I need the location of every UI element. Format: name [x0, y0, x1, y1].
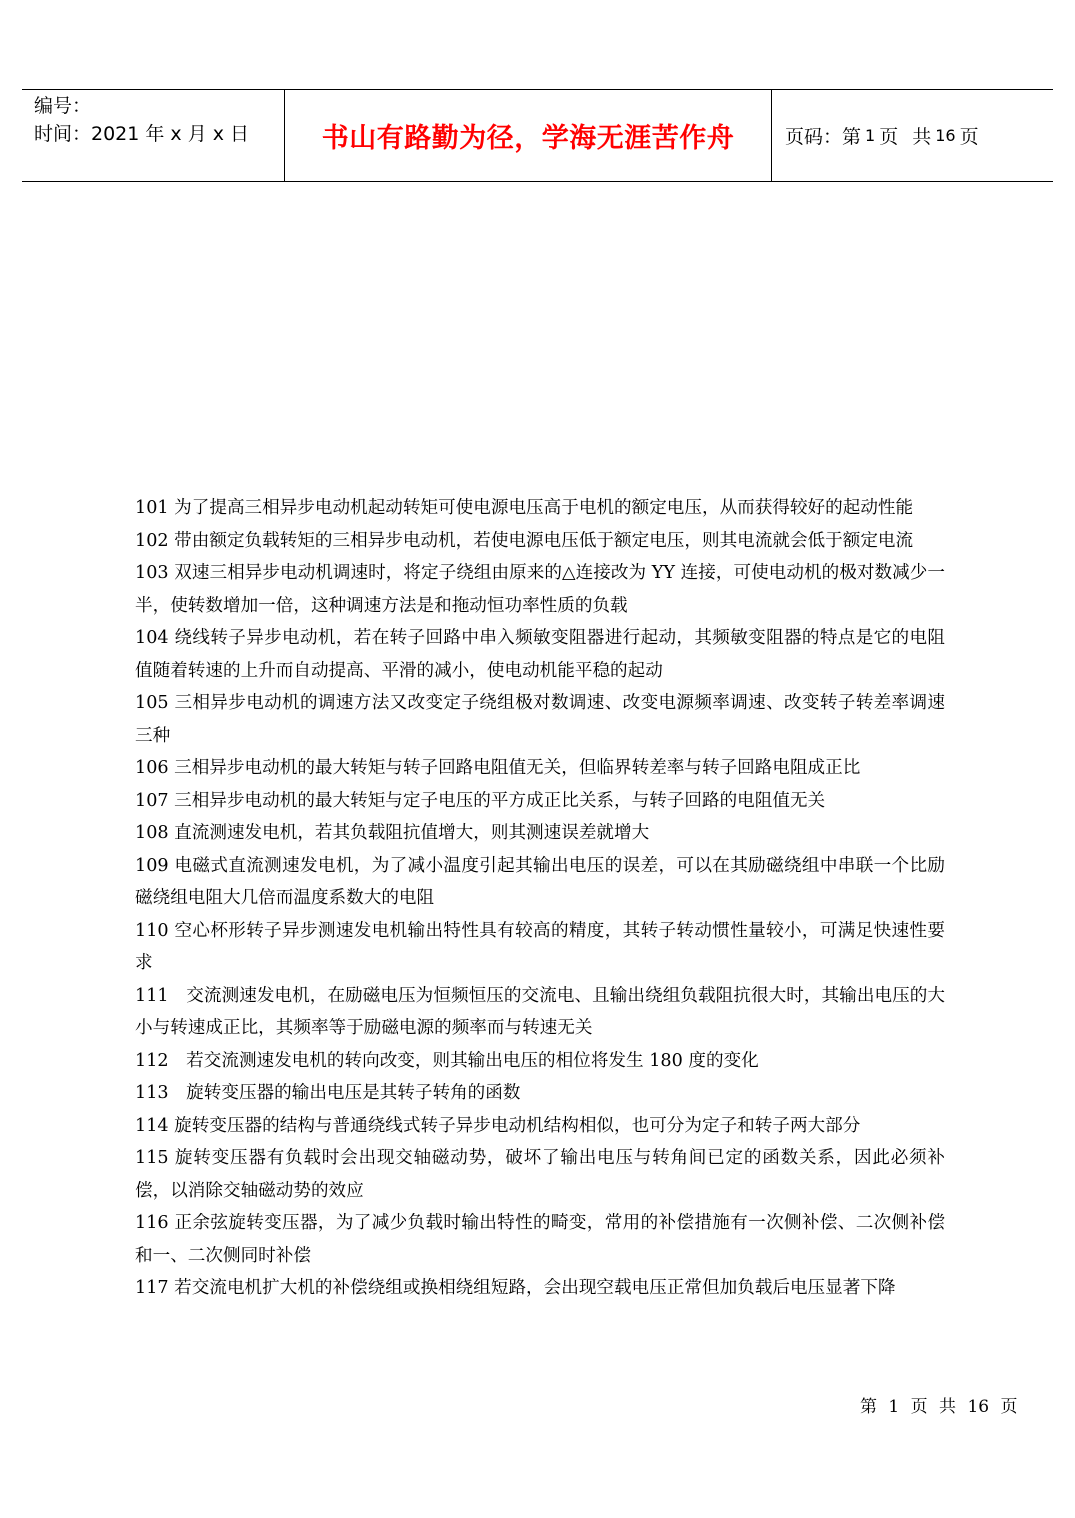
header-page-cell [772, 90, 1053, 181]
header-page-mid: 页 [879, 126, 899, 148]
page-footer [860, 1392, 1024, 1417]
footer-prefix: 第 [860, 1397, 877, 1417]
question-item: 107 三相异步电动机的最大转矩与定子电压的平方成正比关系，与转子回路的电阻值无关 [135, 790, 826, 811]
question-item: 104 绕线转子异步电动机，若在转子回路中串入频敏变阻器进行起动，其频敏变阻器的特点是它的电阻值随着转速的上升而自动提高、平滑的减小，使电动机能平稳的起动 [135, 628, 945, 681]
question-item: 115 旋转变压器有负载时会出现交轴磁动势，破坏了输出电压与转角间已定的函数关系，因此必须补偿，以消除交轴磁动势的效应 [135, 1148, 945, 1201]
question-item: 108 直流测速发电机，若其负载阻抗值增大，则其测速误差就增大 [135, 823, 650, 843]
document-number-label: 编号： [34, 95, 92, 117]
header-motto-cell [284, 90, 772, 181]
page-header [22, 89, 1053, 182]
document-body [135, 492, 945, 1305]
question-item: 116 正余弦旋转变压器，为了减少负载时输出特性的畸变，常用的补偿措施有一次侧补偿、二次侧补偿和一、二次侧同时补偿 [135, 1213, 945, 1266]
question-item: 112 若交流测速发电机的转向改变，则其输出电压的相位将发生 180 度的变化 [135, 1050, 759, 1071]
question-item: 111 交流测速发电机，在励磁电压为恒频恒压的交流电、且输出绕组负载阻抗很大时，其输出电压的大小与转速成正比，其频率等于励磁电源的频率而与转速无关 [135, 985, 945, 1038]
question-item: 117 若交流电机扩大机的补偿绕组或换相绕组短路，会出现空载电压正常但加负载后电压显著下降 [135, 1278, 896, 1298]
footer-current-page: 1 [888, 1397, 900, 1417]
header-page-current: 1 [865, 126, 876, 145]
footer-total-label: 共 [939, 1397, 957, 1417]
question-item: 103 双速三相异步电动机调速时，将定子绕组由原来的△连接改为 YY 连接，可使电动机的极对数减少一半，使转数增加一倍，这种调速方法是和拖动恒功率性质的负载 [135, 563, 945, 616]
question-item: 106 三相异步电动机的最大转矩与转子回路电阻值无关，但临界转差率与转子回路电阻成正比 [135, 758, 861, 778]
header-motto: 书山有路勤为径，学海无涯苦作舟 [321, 123, 735, 154]
document-time-label: 时间：2021 年 x 月 x 日 [34, 123, 250, 145]
header-meta-cell [22, 90, 285, 181]
footer-total-pages: 16 [967, 1397, 990, 1417]
header-page-label: 页码：第 [785, 126, 862, 148]
footer-mid: 页 [910, 1397, 928, 1417]
question-item: 105 三相异步电动机的调速方法又改变定子绕组极对数调速、改变电源频率调速、改变转子转差率调速三种 [135, 693, 945, 746]
question-item: 109 电磁式直流测速发电机，为了减小温度引起其输出电压的误差，可以在其励磁绕组中串联一个比励磁绕组电阻大几倍而温度系数大的电阻 [135, 855, 945, 908]
header-page-total-label: 共 [912, 126, 932, 148]
question-item: 102 带由额定负载转矩的三相异步电动机，若使电源电压低于额定电压，则其电流就会低于额定电流 [135, 530, 914, 551]
question-item: 110 空心杯形转子异步测速发电机输出特性具有较高的精度，其转子转动惯性量较小，可满足快速性要求 [135, 920, 945, 973]
question-item: 113 旋转变压器的输出电压是其转子转角的函数 [135, 1083, 521, 1103]
question-item: 114 旋转变压器的结构与普通绕线式转子异步电动机结构相似，也可分为定子和转子两大部分 [135, 1115, 861, 1136]
footer-suffix: 页 [1000, 1397, 1018, 1417]
header-page-end: 页 [959, 126, 979, 148]
question-item: 101 为了提高三相异步电动机起动转矩可使电源电压高于电机的额定电压，从而获得较好的起动性能 [135, 498, 914, 518]
header-page-total: 16 [935, 126, 956, 145]
